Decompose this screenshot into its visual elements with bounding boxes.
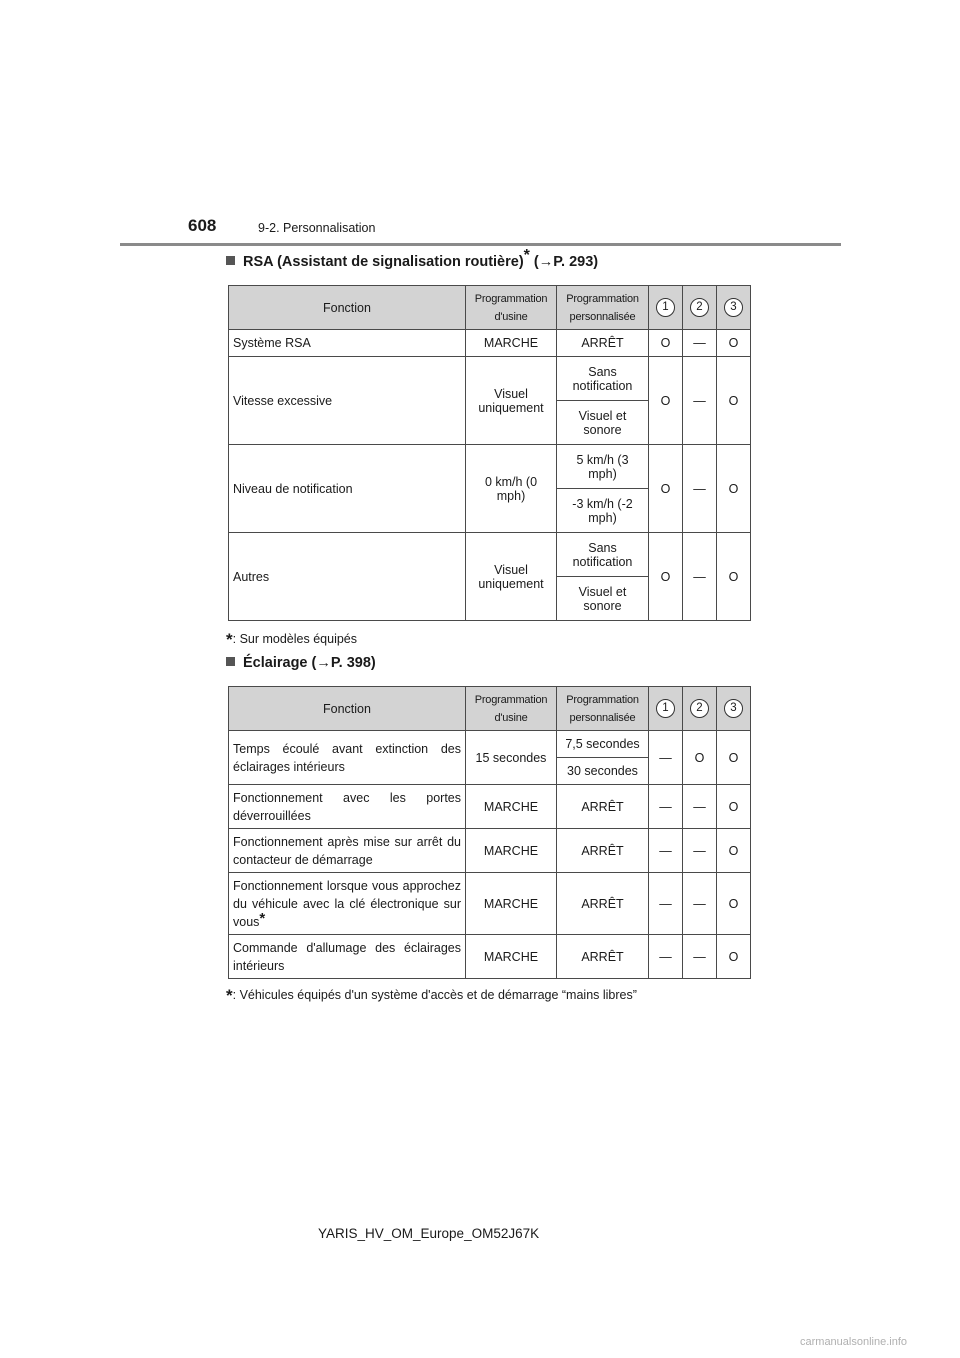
row-m3: O: [717, 873, 751, 935]
row-custom: ARRÊT: [557, 785, 649, 829]
row-custom: Sans notification: [557, 357, 649, 401]
row-custom: 30 secondes: [557, 758, 649, 785]
row-m2: —: [683, 785, 717, 829]
rsa-heading: [226, 247, 599, 270]
table-row: [229, 873, 751, 935]
footnote-text: : Sur modèles équipés: [232, 632, 358, 646]
row-m2: —: [683, 873, 717, 935]
footnote-star: *: [226, 986, 233, 1005]
col-method-2: [683, 286, 717, 330]
row-m1: O: [649, 445, 683, 533]
footnote-star: *: [226, 630, 233, 649]
circled-3-icon: 3: [724, 699, 743, 718]
row-m1: O: [649, 533, 683, 621]
circled-2-icon: 2: [690, 298, 709, 317]
bullet-square-icon: [226, 256, 235, 265]
row-factory: MARCHE: [466, 935, 557, 979]
header-rule: [120, 243, 841, 246]
col-factory: Programmation d'usine: [466, 286, 557, 330]
row-function: Temps écoulé avant extinction des éclairages intérieurs: [229, 731, 466, 785]
row-custom: -3 km/h (-2 mph): [557, 489, 649, 533]
row-m3: O: [717, 731, 751, 785]
row-factory: Visuel uniquement: [466, 357, 557, 445]
table-row: [229, 533, 751, 577]
rsa-title-star: *: [523, 247, 530, 265]
row-custom: 5 km/h (3 mph): [557, 445, 649, 489]
rsa-footnote: [226, 628, 357, 648]
row-m2: O: [683, 731, 717, 785]
row-m2: —: [683, 445, 717, 533]
col-method-3: [717, 286, 751, 330]
circled-1-icon: 1: [656, 699, 675, 718]
table-row: [229, 445, 751, 489]
row-function-star: *: [259, 909, 266, 927]
col-method-2: [683, 687, 717, 731]
row-function: Niveau de notification: [229, 445, 466, 533]
table-row: [229, 829, 751, 873]
row-factory: Visuel uniquement: [466, 533, 557, 621]
col-method-1: [649, 687, 683, 731]
rsa-title: RSA (Assistant de signalisation routière): [243, 254, 524, 270]
eclairage-footnote: [226, 984, 637, 1004]
section-title: 9-2. Personnalisation: [258, 221, 376, 235]
row-m3: O: [717, 935, 751, 979]
row-m3: O: [717, 785, 751, 829]
watermark: carmanualsonline.info: [800, 1336, 908, 1348]
eclairage-title: Éclairage: [243, 655, 308, 671]
row-m2: —: [683, 829, 717, 873]
row-m2: —: [683, 935, 717, 979]
row-custom: Visuel et sonore: [557, 577, 649, 621]
row-m3: O: [717, 533, 751, 621]
row-factory: MARCHE: [466, 829, 557, 873]
table-row: [229, 935, 751, 979]
row-custom: Visuel et sonore: [557, 401, 649, 445]
eclairage-table: [228, 686, 751, 979]
row-factory: MARCHE: [466, 330, 557, 357]
row-function: Vitesse excessive: [229, 357, 466, 445]
row-m3: O: [717, 330, 751, 357]
row-m1: O: [649, 357, 683, 445]
row-m2: —: [683, 533, 717, 621]
row-m3: O: [717, 445, 751, 533]
bullet-square-icon: [226, 657, 235, 666]
row-function: Commande d'allumage des éclairages intérieurs: [229, 935, 466, 979]
footnote-text: : Véhicules équipés d'un système d'accès et de démarrage “mains libres”: [232, 988, 637, 1002]
row-function: Système RSA: [229, 330, 466, 357]
table-row: [229, 330, 751, 357]
document-id: YARIS_HV_OM_Europe_OM52J67K: [318, 1226, 540, 1241]
row-m1: —: [649, 935, 683, 979]
circled-3-icon: 3: [724, 298, 743, 317]
rsa-page-ref[interactable]: (→P. 293): [533, 254, 599, 270]
row-m3: O: [717, 357, 751, 445]
row-function: Fonctionnement après mise sur arrêt du contacteur de démarrage: [229, 829, 466, 873]
row-custom: ARRÊT: [557, 829, 649, 873]
circled-1-icon: 1: [656, 298, 675, 317]
row-custom: ARRÊT: [557, 935, 649, 979]
col-custom: Programmation personnalisée: [557, 687, 649, 731]
row-function-text: Fonctionnement lorsque vous approchez du véhicule avec la clé électronique sur vous: [233, 878, 461, 929]
row-m1: —: [649, 829, 683, 873]
row-custom: 7,5 secondes: [557, 731, 649, 758]
col-custom: Programmation personnalisée: [557, 286, 649, 330]
col-factory: Programmation d'usine: [466, 687, 557, 731]
rsa-table: [228, 285, 751, 621]
eclairage-heading: [226, 655, 376, 671]
row-custom: ARRÊT: [557, 330, 649, 357]
col-fonction: Fonction: [229, 286, 466, 330]
row-factory: MARCHE: [466, 873, 557, 935]
page-number: 608: [188, 216, 217, 235]
table-row: [229, 785, 751, 829]
row-m1: —: [649, 731, 683, 785]
col-fonction: Fonction: [229, 687, 466, 731]
row-m2: —: [683, 357, 717, 445]
row-factory: MARCHE: [466, 785, 557, 829]
row-factory: 0 km/h (0 mph): [466, 445, 557, 533]
row-m1: —: [649, 785, 683, 829]
row-m3: O: [717, 829, 751, 873]
row-m2: —: [683, 330, 717, 357]
circled-2-icon: 2: [690, 699, 709, 718]
row-custom: Sans notification: [557, 533, 649, 577]
table-row: [229, 731, 751, 758]
col-method-1: [649, 286, 683, 330]
row-function: [229, 873, 466, 935]
row-m1: O: [649, 330, 683, 357]
row-m1: —: [649, 873, 683, 935]
row-custom: ARRÊT: [557, 873, 649, 935]
col-method-3: [717, 687, 751, 731]
row-factory: 15 secondes: [466, 731, 557, 785]
table-row: [229, 357, 751, 401]
row-function: Autres: [229, 533, 466, 621]
eclairage-page-ref[interactable]: (→P. 398): [311, 655, 376, 671]
row-function: Fonctionnement avec les portes déverrouillées: [229, 785, 466, 829]
